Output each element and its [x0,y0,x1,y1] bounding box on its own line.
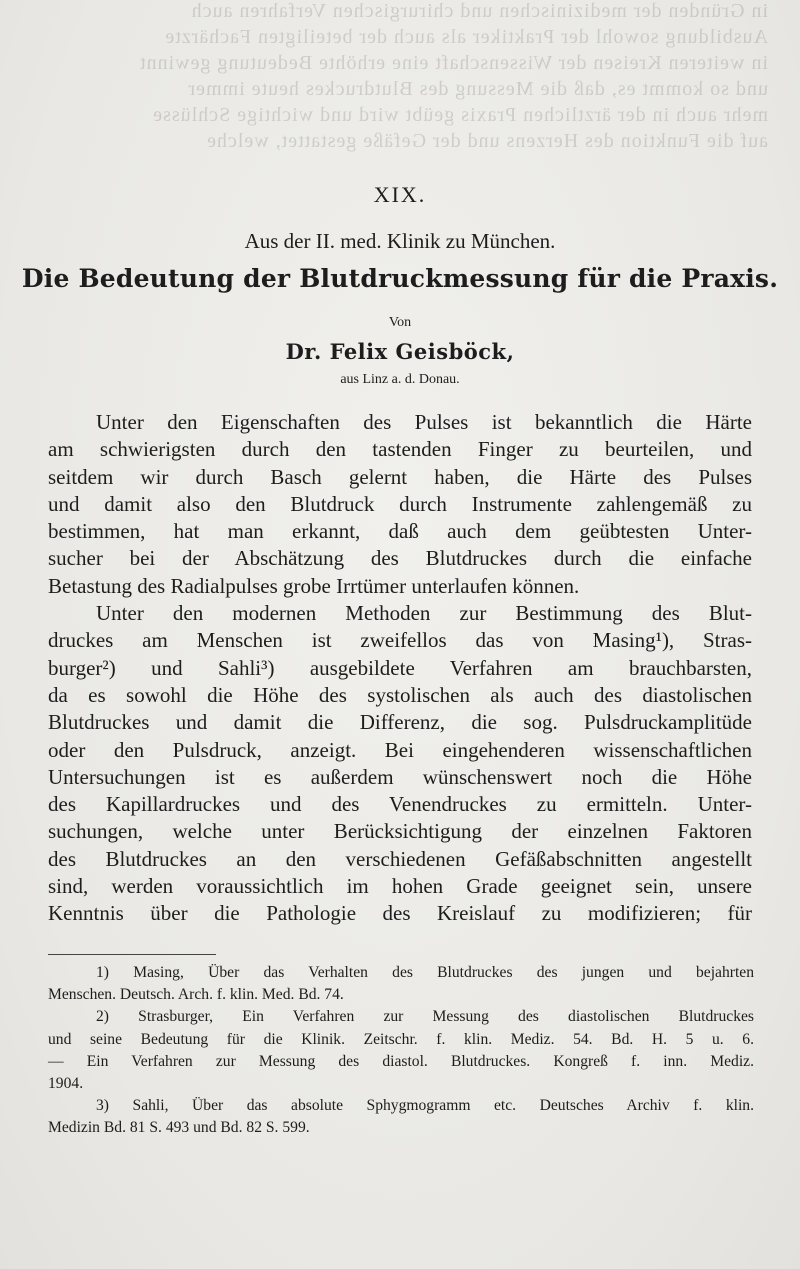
footnote-divider [48,954,216,955]
footnote-line: Menschen. Deutsch. Arch. f. klin. Med. Bd. 74. [48,986,344,1004]
body-line: am schwierigsten durch den tastenden Finger zu beurteilen, und [48,437,752,462]
footnote-line: Medizin Bd. 81 S. 493 und Bd. 82 S. 599. [48,1119,310,1137]
body-line: Kenntnis über die Pathologie des Kreislauf zu modifizieren; für [48,901,752,926]
body-line: und damit also den Blutdruck durch Instrumente zahlengemäß zu [48,491,752,516]
footnote-line: 1) Masing, Über das Verhalten des Blutdruckes des jungen und bejahrten [96,964,754,981]
body-line: sind, werden voraussichtlich im hohen Grade geeignet sein, unsere [48,874,752,899]
body-line: sucher bei der Abschätzung des Blutdruckes durch die einfache [48,546,752,571]
author-location: aus Linz a. d. Donau. [340,372,460,387]
chapter-number: XIX. [373,182,427,207]
footnotes [48,962,754,1140]
body-line: oder den Pulsdruck, anzeigt. Bei eingehenderen wissenschaftlichen [48,737,752,762]
body-line: Untersuchungen ist es außerdem wünschenswert noch die Höhe [48,764,752,789]
body-line: Betastung des Radialpulses grobe Irrtümer unterlaufen können. [48,573,580,598]
by-line: Von [388,315,412,330]
footnote-line: 2) Strasburger, Ein Verfahren zur Messung des diastolischen Blutdruckes [96,1008,754,1026]
body-line: druckes am Menschen ist zweifellos das von Masing¹), Stras- [48,628,752,653]
body-line: suchungen, welche unter Berücksichtigung der einzelnen Faktoren [48,819,752,844]
footnote-line: — Ein Verfahren zur Messung des diastol. Blutdruckes. Kongreß f. inn. Mediz. [48,1052,754,1070]
body-line: da es sowohl die Höhe des systolischen als auch des diastolischen [48,682,752,707]
article-title: Die Bedeutung der Blutdruckmessung für die Praxis. [21,264,779,293]
footnote-line: 1904. [48,1074,84,1092]
body-paragraphs [48,409,752,928]
body-line: Unter den modernen Methoden zur Bestimmung des Blut- [96,601,752,626]
body-line: burger²) und Sahli³) ausgebildete Verfahren am brauchbarsten, [48,655,752,680]
footnote-line: und seine Bedeutung für die Klinik. Zeitschr. f. klin. Mediz. 54. Bd. H. 5 u. 6. [48,1030,754,1048]
body-line: des Kapillardruckes und des Venendruckes zu ermitteln. Unter- [48,792,752,817]
footnote-line: 3) Sahli, Über das absolute Sphygmogramm etc. Deutsches Archiv f. klin. [96,1097,754,1115]
body-line: bestimmen, hat man erkannt, daß auch dem geübtesten Unter- [48,519,752,544]
body-line: des Blutdruckes an den verschiedenen Gefäßabschnitten angestellt [48,846,752,871]
bleed-through-text: in Gründen der medizinischen und chirurgischen Verfahren auch Ausbildung sowohl der Praktiker als auch der beteiligten Fachärzte in weiteren Kreisen der Wissenschaft eine erhöhte Bedeutung gewinnt und so kommt es, daß die Messung des Blutdruckes heute immer mehr auch in der ärztlichen Praxis geübt wird und wichtige Schlüsse auf die Funktion des Herzens und der Gefäße gestattet, welche [139,0,768,152]
body-line: Blutdruckes und damit die Differenz, die sog. Pulsdruckamplitüde [48,710,752,735]
author-name: Dr. Felix Geisböck, [285,339,515,364]
clinic-line: Aus der II. med. Klinik zu München. [244,229,556,253]
body-line: Unter den Eigenschaften des Pulses ist bekanntlich die Härte [96,410,752,434]
body-line: seitdem wir durch Basch gelernt haben, die Härte des Pulses [48,464,752,489]
